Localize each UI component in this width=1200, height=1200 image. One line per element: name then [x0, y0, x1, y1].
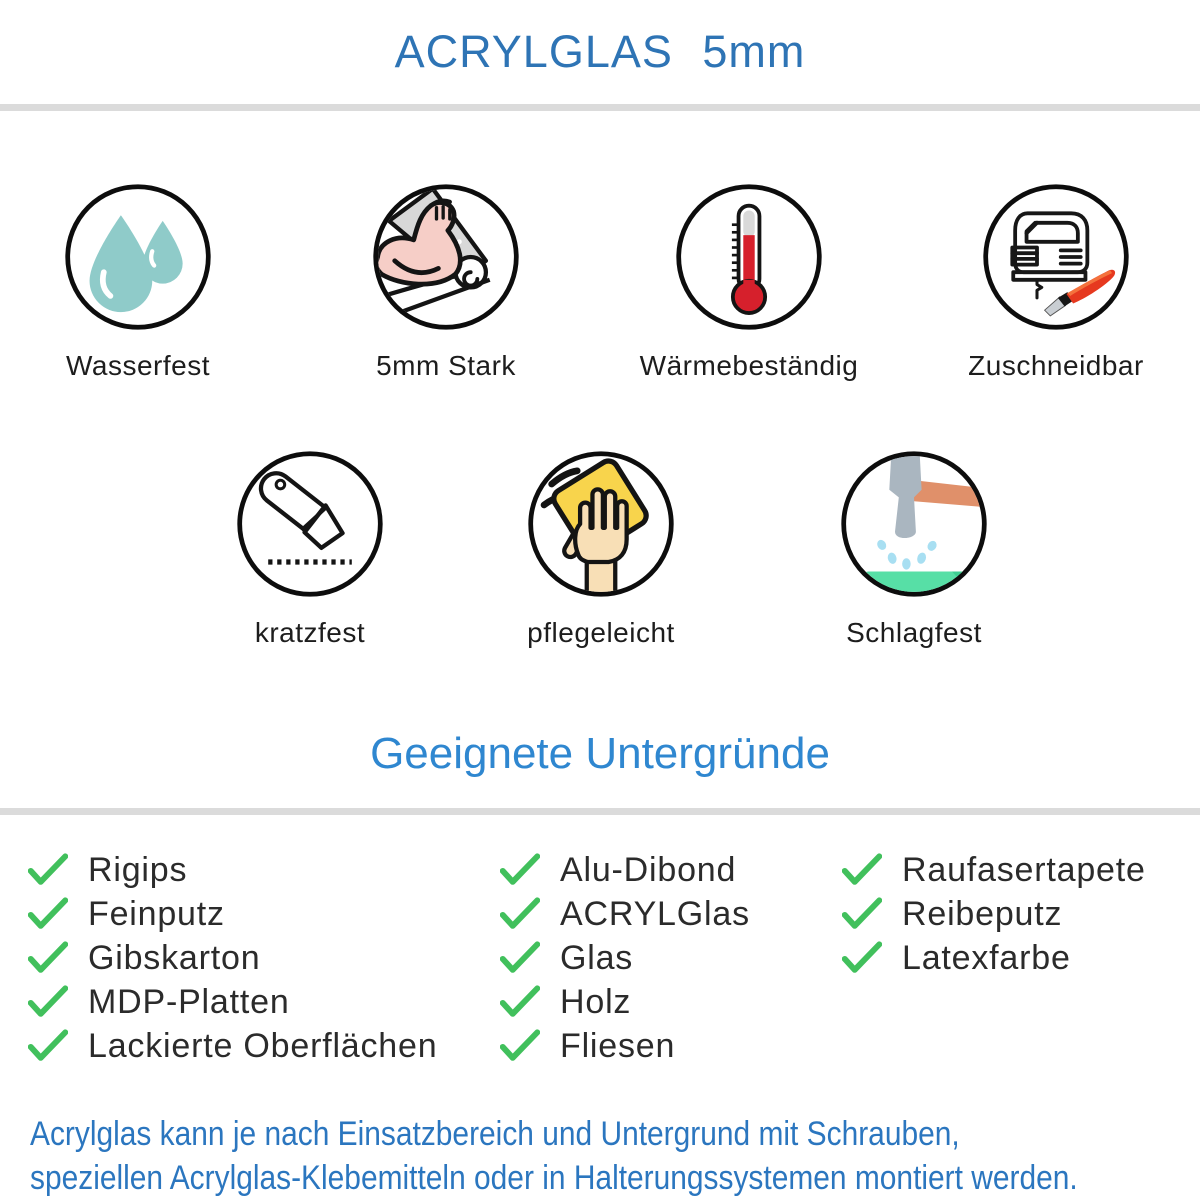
- list-item: [842, 852, 1146, 888]
- feature-label: Wasserfest: [66, 350, 210, 381]
- check-icon: [500, 853, 540, 887]
- substrate-column-1: [28, 852, 437, 1072]
- substrate-label: Latexfarbe: [902, 938, 1071, 977]
- check-icon: [28, 941, 68, 975]
- feature-label: kratzfest: [254, 617, 366, 648]
- feature-thickness: [316, 181, 576, 382]
- substrate-label: Lackierte Oberflächen: [88, 1026, 438, 1065]
- list-item: [28, 896, 437, 932]
- feature-label: 5mm Stark: [376, 350, 516, 381]
- check-icon: [28, 985, 68, 1019]
- list-item: [28, 852, 437, 888]
- substrate-label: Feinputz: [88, 894, 225, 933]
- muscle-arm-icon: [370, 181, 522, 333]
- list-item: [28, 940, 437, 976]
- substrate-column-2: [500, 852, 750, 1072]
- check-icon: [28, 897, 68, 931]
- substrate-label: ACRYLGlas: [560, 894, 750, 933]
- jigsaw-icon: [980, 181, 1132, 333]
- section-divider: [0, 808, 1200, 815]
- thermometer-icon: [673, 181, 825, 333]
- water-drops-icon: [62, 181, 214, 333]
- substrate-label: MDP-Platten: [88, 982, 290, 1021]
- substrate-column-3: [842, 852, 1146, 984]
- feature-label: Schlagfest: [846, 617, 982, 648]
- feature-easy-care: [471, 448, 731, 649]
- hammer-icon: [838, 448, 990, 600]
- substrate-label: Gibskarton: [88, 938, 261, 977]
- check-icon: [28, 853, 68, 887]
- check-icon: [500, 941, 540, 975]
- substrate-label: Raufasertapete: [902, 850, 1146, 889]
- page-title: ACRYLGLAS 5mm: [394, 26, 806, 77]
- check-icon: [842, 853, 882, 887]
- feature-label: Wärmebeständig: [639, 350, 859, 381]
- mounting-note-line1: Acrylglas kann je nach Einsatzbereich und Untergrund mit Schrauben,: [30, 1115, 960, 1153]
- check-icon: [500, 985, 540, 1019]
- feature-label: Zuschneidbar: [968, 350, 1144, 381]
- list-item: [500, 852, 750, 888]
- list-item: [28, 1028, 437, 1064]
- mounting-note-line2: speziellen Acrylglas-Klebemitteln oder in Halterungssystemen montiert werden.: [30, 1159, 1078, 1197]
- check-icon: [28, 1029, 68, 1063]
- feature-impact-resistant: [784, 448, 1044, 649]
- substrate-label: Rigips: [88, 850, 188, 889]
- list-item: [842, 940, 1146, 976]
- list-item: [500, 984, 750, 1020]
- substrate-label: Glas: [560, 938, 634, 977]
- list-item: [500, 1028, 750, 1064]
- check-icon: [500, 897, 540, 931]
- top-divider: [0, 104, 1200, 111]
- feature-cuttable: [926, 181, 1186, 382]
- feature-label: pflegeleicht: [527, 617, 675, 648]
- substrate-label: Holz: [560, 982, 632, 1021]
- list-item: [500, 896, 750, 932]
- check-icon: [842, 941, 882, 975]
- substrate-label: Reibeputz: [902, 894, 1063, 933]
- check-icon: [500, 1029, 540, 1063]
- mounting-note: [30, 1112, 1078, 1200]
- feature-waterproof: [8, 181, 268, 382]
- feature-heat-resistant: [619, 181, 879, 382]
- feature-scratchproof: [180, 448, 440, 649]
- check-icon: [842, 897, 882, 931]
- substrate-label: Fliesen: [560, 1026, 676, 1065]
- list-item: [28, 984, 437, 1020]
- utility-knife-icon: [234, 448, 386, 600]
- list-item: [500, 940, 750, 976]
- list-item: [842, 896, 1146, 932]
- cleaning-hand-icon: [525, 448, 677, 600]
- substrate-label: Alu-Dibond: [560, 850, 737, 889]
- section-title-substrates: Geeignete Untergründe: [370, 729, 830, 778]
